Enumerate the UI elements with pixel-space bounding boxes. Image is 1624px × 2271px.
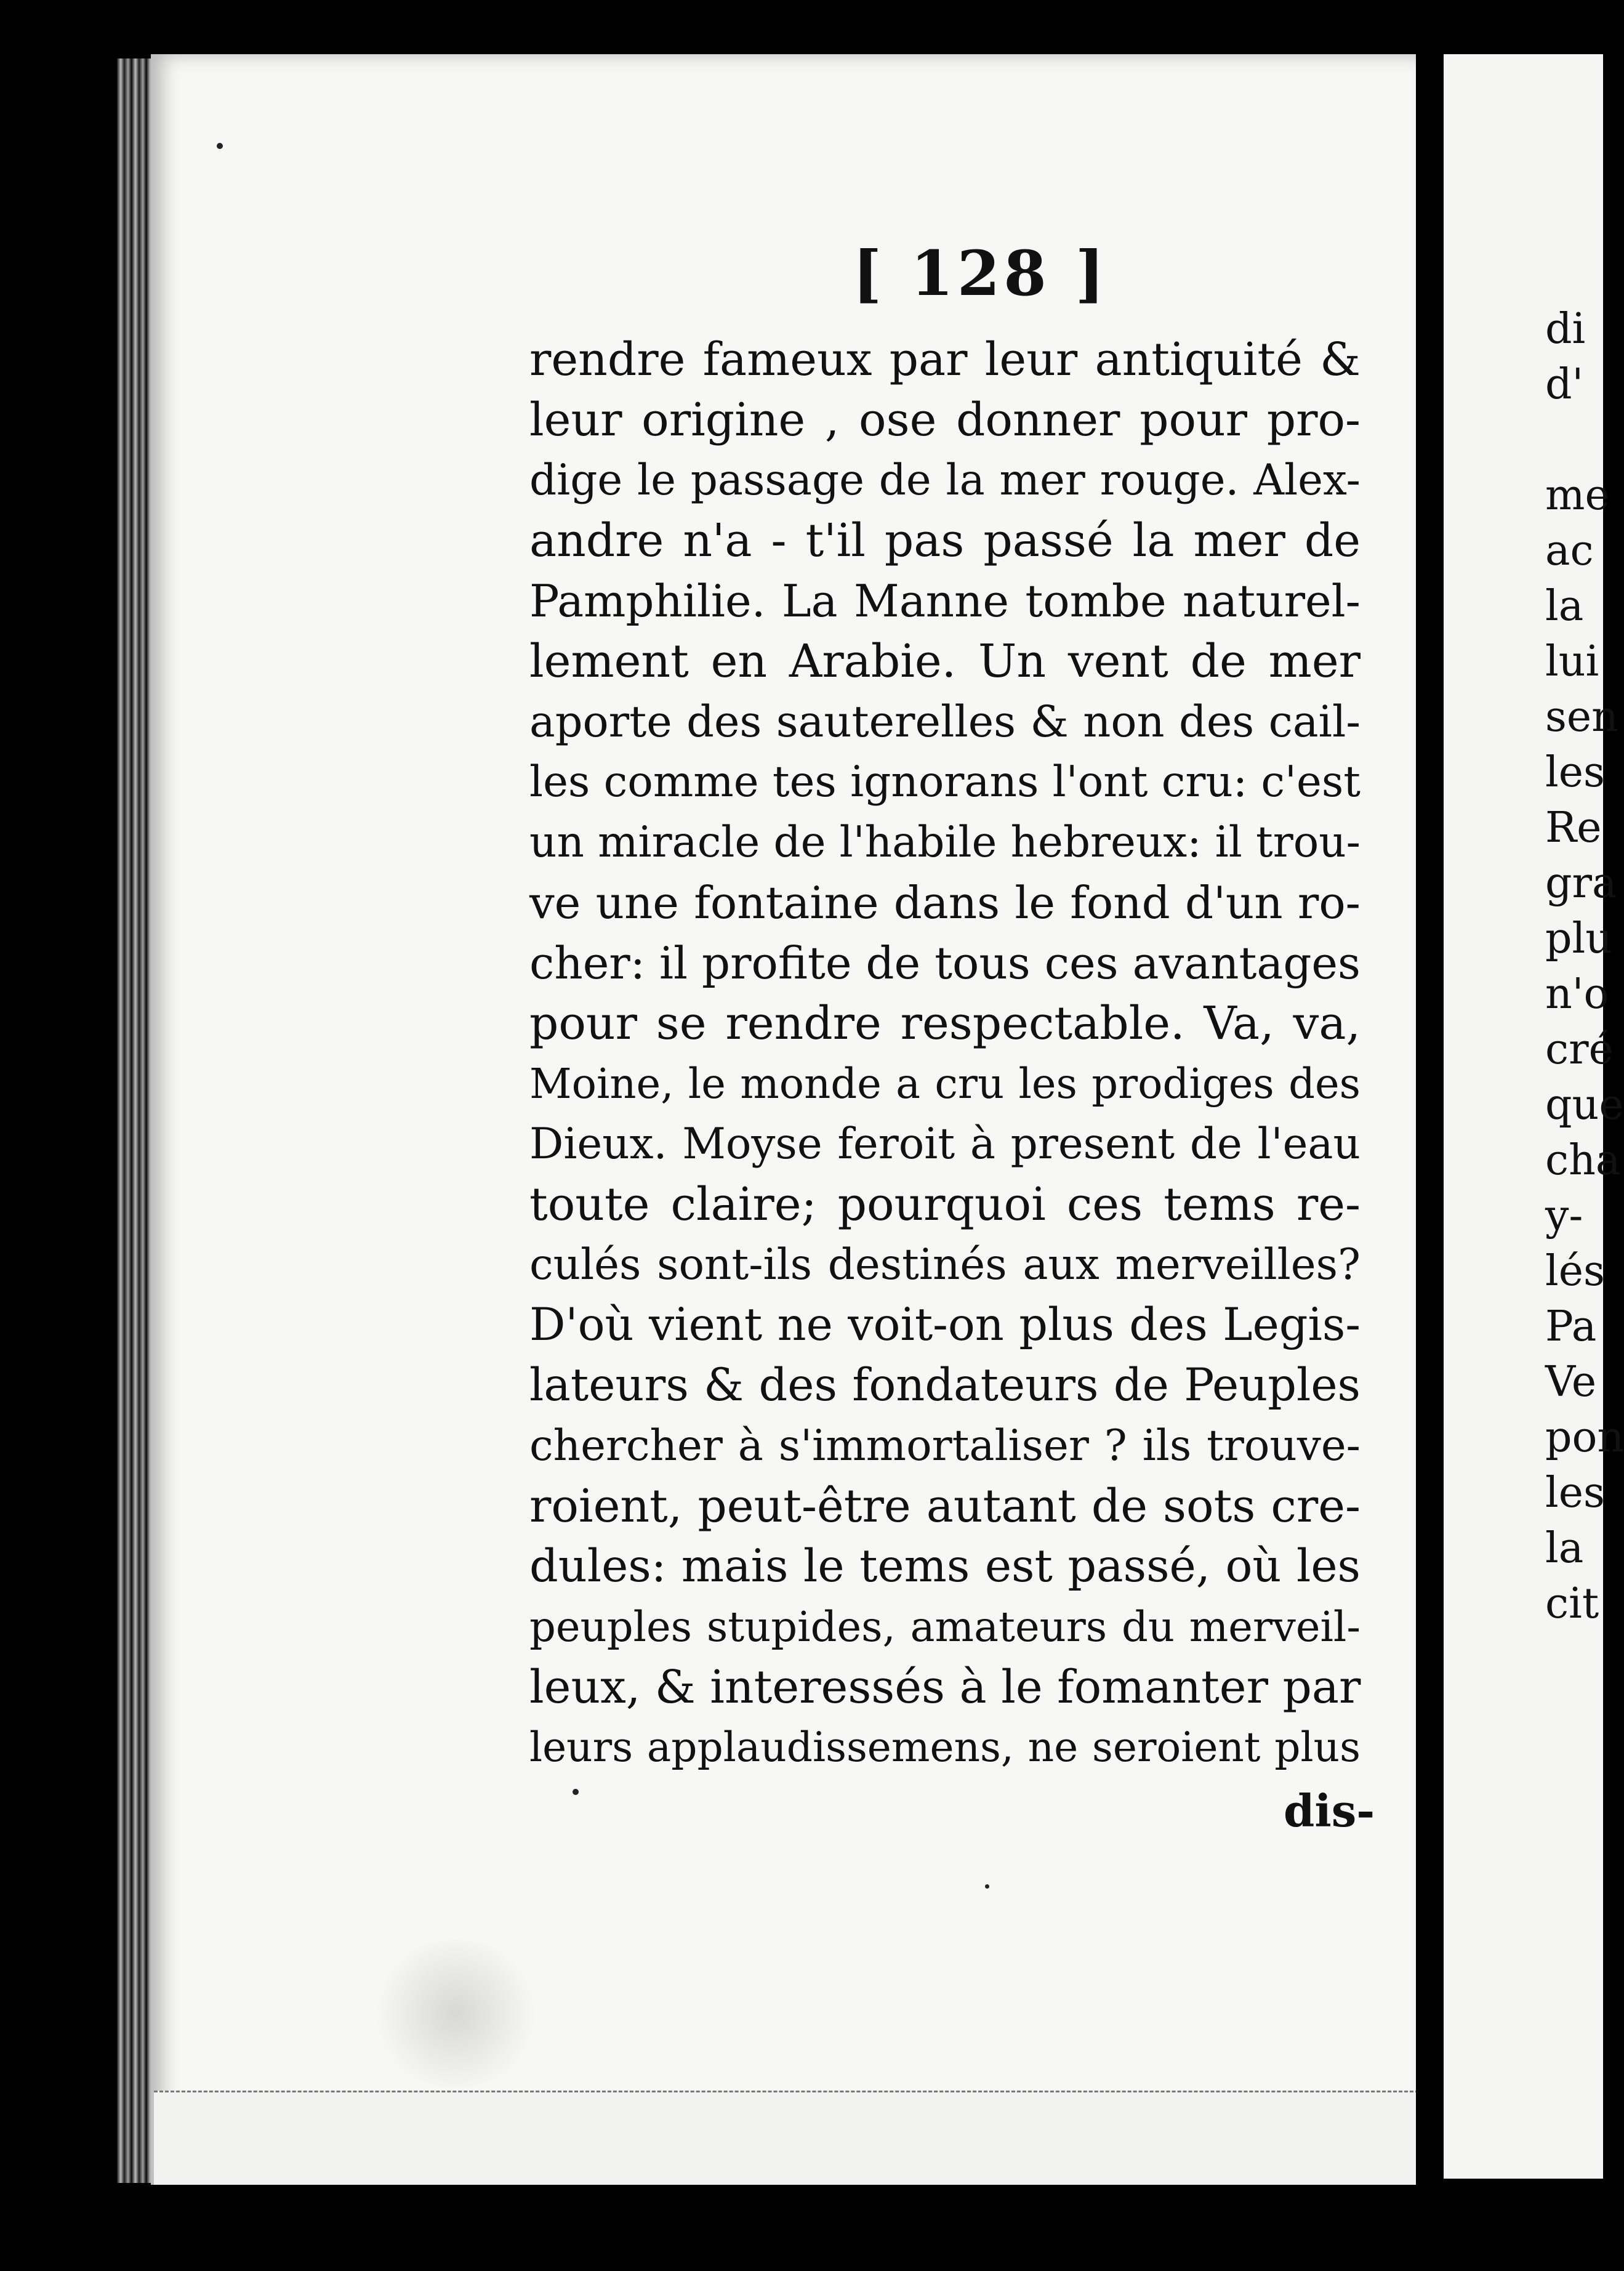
text-line: roient, peut-être autant de sots cre- xyxy=(529,1480,1361,1533)
text-line: dige le passage de la mer rouge. Alex- xyxy=(529,456,1361,505)
text-line: Dieux. Moyse feroit à present de l'eau xyxy=(529,1119,1361,1169)
text-line-fragment: Pa xyxy=(1545,1302,1597,1351)
catchword: dis- xyxy=(1284,1785,1375,1837)
text-line-fragment xyxy=(1545,413,1603,468)
text-line-fragment: Ve xyxy=(1545,1358,1597,1406)
text-line-fragment: cit xyxy=(1545,1579,1599,1628)
text-line-fragment: di xyxy=(1545,305,1586,353)
text-line-fragment: lui xyxy=(1545,637,1599,686)
text-line: cher: il profite de tous ces avantages xyxy=(529,937,1361,989)
text-line-fragment: me xyxy=(1545,471,1610,520)
text-line: aporte des sauterelles & non des cail- xyxy=(529,696,1361,747)
text-line-fragment: les xyxy=(1545,748,1605,797)
ink-speck xyxy=(573,1789,579,1795)
text-line-fragment: cha xyxy=(1545,1136,1621,1185)
text-line-fragment: la xyxy=(1545,582,1584,631)
text-line-fragment: que xyxy=(1545,1081,1624,1129)
text-line: toute claire; pourquoi ces tems re- xyxy=(529,1178,1361,1231)
text-line-fragment: Re xyxy=(1545,804,1602,852)
text-line: rendre fameux par leur antiquité & xyxy=(529,333,1361,386)
text-line: un miracle de l'habile hebreux: il trou- xyxy=(529,818,1361,867)
page-number: [ 128 ] xyxy=(853,237,1108,310)
ink-speck xyxy=(217,143,223,149)
text-line-fragment: pon xyxy=(1545,1413,1624,1462)
paper-stain xyxy=(369,1940,542,2087)
text-line-fragment: ac xyxy=(1545,526,1594,575)
text-line: leux, & interessés à le fomanter par xyxy=(529,1661,1361,1714)
text-line-fragment: la xyxy=(1545,1524,1584,1573)
text-line-fragment: n'o xyxy=(1545,970,1609,1019)
text-line-fragment: gra xyxy=(1545,859,1617,908)
text-line-fragment: plu xyxy=(1545,914,1613,963)
text-line: ve une fontaine dans le fond d'un ro- xyxy=(529,877,1361,929)
text-line: lement en Arabie. Un vent de mer xyxy=(529,635,1361,688)
text-line: Pamphilie. La Manne tombe naturel- xyxy=(529,575,1361,627)
left-page-text-block xyxy=(529,329,1361,1778)
page-fold-strip xyxy=(154,2091,1419,2185)
text-line: Moine, le monde a cru les prodiges des xyxy=(529,1060,1361,1108)
text-line-fragment: sen xyxy=(1545,693,1618,741)
text-line: chercher à s'immortaliser ? ils trouve- xyxy=(529,1421,1361,1470)
text-line-fragment: lés xyxy=(1545,1247,1605,1296)
text-line: les comme tes ignorans l'ont cru: c'est xyxy=(529,757,1361,807)
text-line: leur origine , ose donner pour pro- xyxy=(529,393,1361,446)
text-line: culés sont-ils destinés aux merveilles? xyxy=(529,1240,1361,1289)
text-line: leurs applaudissemens, ne seroient plus xyxy=(529,1724,1361,1771)
text-line: pour se rendre respectable. Va, va, xyxy=(529,997,1361,1050)
text-line: peuples stupides, amateurs du merveil- xyxy=(529,1603,1361,1651)
text-line: andre n'a - t'il pas passé la mer de xyxy=(529,514,1361,567)
text-line-fragment: cré xyxy=(1545,1025,1614,1074)
book-gutter xyxy=(1416,37,1434,2204)
ink-speck xyxy=(985,1884,989,1889)
text-line: lateurs & des fondateurs de Peuples xyxy=(529,1359,1361,1411)
text-line-fragment: les xyxy=(1545,1469,1605,1517)
text-line: D'où vient ne voit-on plus des Legis- xyxy=(529,1299,1361,1351)
text-line-fragment: y- xyxy=(1545,1192,1583,1240)
text-line-fragment: d' xyxy=(1545,360,1584,409)
right-page-text-fragment xyxy=(1545,302,1624,1632)
text-line: dules: mais le tems est passé, où les xyxy=(529,1540,1361,1592)
